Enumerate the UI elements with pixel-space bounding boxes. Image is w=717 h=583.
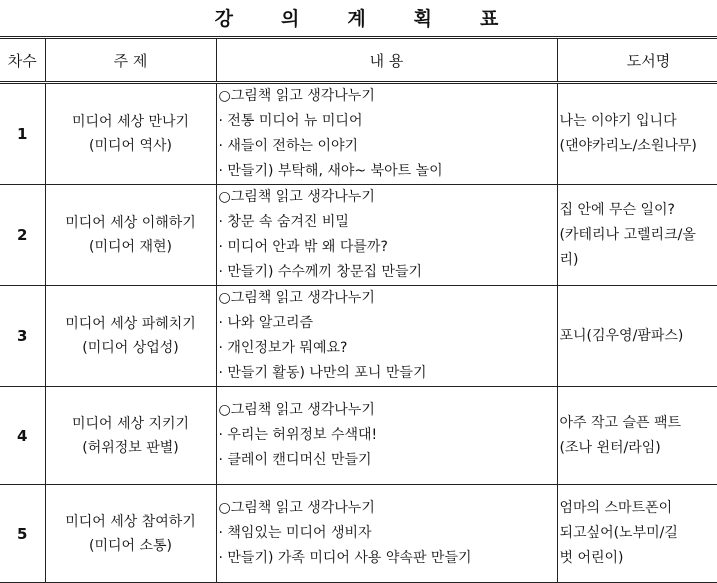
book-line: 아주 작고 슬픈 팩트 [560, 411, 717, 436]
title-char: 계 [347, 4, 369, 31]
session-number: 1 [0, 83, 45, 185]
content-line: · 나와 알고리즘 [219, 311, 557, 336]
session-content [216, 387, 557, 485]
book-title [557, 387, 717, 485]
topic-title: 미디어 세상 만나기 [46, 110, 216, 134]
book-line: 되고싶어(노부미/길 [560, 521, 717, 546]
book-title [557, 286, 717, 387]
lecture-plan-table [0, 36, 717, 583]
session-content [216, 485, 557, 583]
topic-title: 미디어 세상 이해하기 [46, 211, 216, 235]
content-line: · 만들기) 수수께끼 창문집 만들기 [219, 260, 557, 285]
session-topic [45, 83, 216, 185]
content-line: · 책임있는 미디어 생비자 [219, 521, 557, 546]
book-title [557, 83, 717, 185]
session-topic [45, 485, 216, 583]
title-char: 표 [480, 4, 502, 31]
book-title [557, 485, 717, 583]
content-line: · 만들기 활동) 나만의 포니 만들기 [219, 361, 557, 386]
book-line: 나는 이야기 입니다 [560, 109, 717, 134]
book-line: (카테리나 고렐리크/올 [560, 223, 717, 248]
header-topic: 주 제 [45, 38, 216, 83]
content-line: ○그림책 읽고 생각나누기 [219, 496, 557, 521]
table-row [0, 83, 717, 185]
content-line: ○그림책 읽고 생각나누기 [219, 398, 557, 423]
book-title [557, 185, 717, 286]
topic-subtitle: (미디어 재현) [46, 235, 216, 259]
session-topic [45, 185, 216, 286]
content-line: · 클레이 캔디머신 만들기 [219, 448, 557, 473]
book-line: 벗 어린이) [560, 546, 717, 571]
table-row [0, 185, 717, 286]
content-line: · 미디어 안과 밖 왜 다를까? [219, 235, 557, 260]
session-number: 5 [0, 485, 45, 583]
title-char: 획 [414, 4, 436, 31]
content-line: · 우리는 허위정보 수색대! [219, 423, 557, 448]
topic-subtitle: (미디어 상업성) [46, 336, 216, 360]
session-content [216, 286, 557, 387]
topic-title: 미디어 세상 참여하기 [46, 510, 216, 534]
table-row [0, 485, 717, 583]
session-topic [45, 387, 216, 485]
book-line: (조나 윈터/라임) [560, 436, 717, 461]
header-num: 차수 [0, 38, 45, 83]
book-line: 엄마의 스마트폰이 [560, 496, 717, 521]
title-char: 의 [281, 4, 303, 31]
header-book: 도서명 [557, 38, 717, 83]
session-number: 2 [0, 185, 45, 286]
content-line: · 전통 미디어 뉴 미디어 [219, 109, 557, 134]
content-line: · 창문 속 숨겨진 비밀 [219, 210, 557, 235]
page-title [0, 4, 717, 31]
book-line: 리) [560, 248, 717, 273]
topic-subtitle: (미디어 소통) [46, 534, 216, 558]
topic-subtitle: (미디어 역사) [46, 134, 216, 158]
session-number: 3 [0, 286, 45, 387]
book-line: 집 안에 무슨 일이? [560, 198, 717, 223]
topic-subtitle: (허위정보 판별) [46, 436, 216, 460]
table-row [0, 286, 717, 387]
content-line: ○그림책 읽고 생각나누기 [219, 84, 557, 109]
session-content [216, 83, 557, 185]
title-char: 강 [215, 4, 237, 31]
content-line: · 새들이 전하는 이야기 [219, 134, 557, 159]
topic-title: 미디어 세상 파헤치기 [46, 312, 216, 336]
content-line: · 개인정보가 뭐예요? [219, 336, 557, 361]
topic-title: 미디어 세상 지키기 [46, 412, 216, 436]
content-line: · 만들기) 부탁해, 새야~ 북아트 놀이 [219, 159, 557, 184]
book-line: 포니(김우영/팜파스) [560, 324, 717, 349]
content-line: ○그림책 읽고 생각나누기 [219, 185, 557, 210]
content-line: ○그림책 읽고 생각나누기 [219, 286, 557, 311]
session-content [216, 185, 557, 286]
table-row [0, 387, 717, 485]
session-topic [45, 286, 216, 387]
header-content: 내 용 [216, 38, 557, 83]
header-row [0, 38, 717, 83]
content-line: · 만들기) 가족 미디어 사용 약속판 만들기 [219, 546, 557, 571]
session-number: 4 [0, 387, 45, 485]
book-line: (댄야카리노/소원나무) [560, 134, 717, 159]
